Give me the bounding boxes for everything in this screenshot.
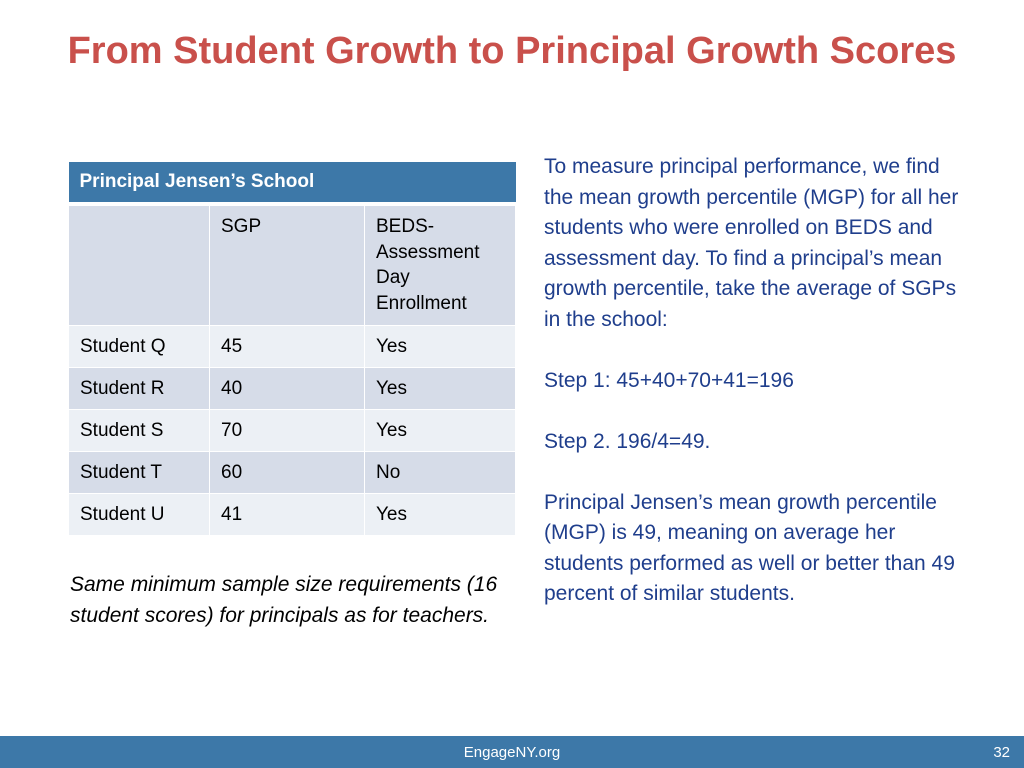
student-name-cell: Student Q [69, 326, 210, 368]
table-row [69, 368, 516, 410]
sample-size-note: Same minimum sample size requirements (16 student scores) for principals as for teachers. [70, 573, 498, 627]
table-header-row [69, 204, 516, 326]
enrollment-cell: Yes [365, 326, 516, 368]
table-caption: Principal Jensen’s School [69, 162, 516, 204]
enrollment-cell: Yes [365, 410, 516, 452]
explanation-step-2: Step 2. 196/4=49. [544, 429, 711, 453]
sgp-cell: 70 [210, 410, 365, 452]
student-name-cell: Student U [69, 494, 210, 536]
column-header-enrollment: BEDS-Assessment Day Enrollment [365, 204, 516, 326]
sgp-cell: 41 [210, 494, 365, 536]
school-table [68, 162, 516, 536]
explanation-step-1: Step 1: 45+40+70+41=196 [544, 368, 794, 392]
footer-bar [0, 736, 1024, 768]
explanation-intro: To measure principal performance, we find the mean growth percentile (MGP) for all her students who were enrolled on BEDS and assessment day. To find a principal’s mean growth percentile, take the average of SGPs in the school: [544, 155, 959, 331]
enrollment-cell: Yes [365, 368, 516, 410]
table-row [69, 410, 516, 452]
table-row [69, 326, 516, 368]
enrollment-cell: Yes [365, 494, 516, 536]
page-number: 32 [993, 744, 1010, 761]
column-header-sgp: SGP [210, 204, 365, 326]
student-name-cell: Student T [69, 452, 210, 494]
student-name-cell: Student S [69, 410, 210, 452]
table-row [69, 494, 516, 536]
explanation-text [544, 152, 964, 640]
explanation-conclusion: Principal Jensen’s mean growth percentile (MGP) is 49, meaning on average her students performed as well or better than 49 percent of similar students. [544, 490, 955, 605]
slide-title: From Student Growth to Principal Growth Scores [67, 30, 957, 72]
footer-site: EngageNY.org [463, 744, 561, 761]
sgp-cell: 45 [210, 326, 365, 368]
student-name-cell: Student R [69, 368, 210, 410]
enrollment-cell: No [365, 452, 516, 494]
table-row [69, 452, 516, 494]
sgp-cell: 40 [210, 368, 365, 410]
column-header-blank [69, 204, 210, 326]
sgp-cell: 60 [210, 452, 365, 494]
